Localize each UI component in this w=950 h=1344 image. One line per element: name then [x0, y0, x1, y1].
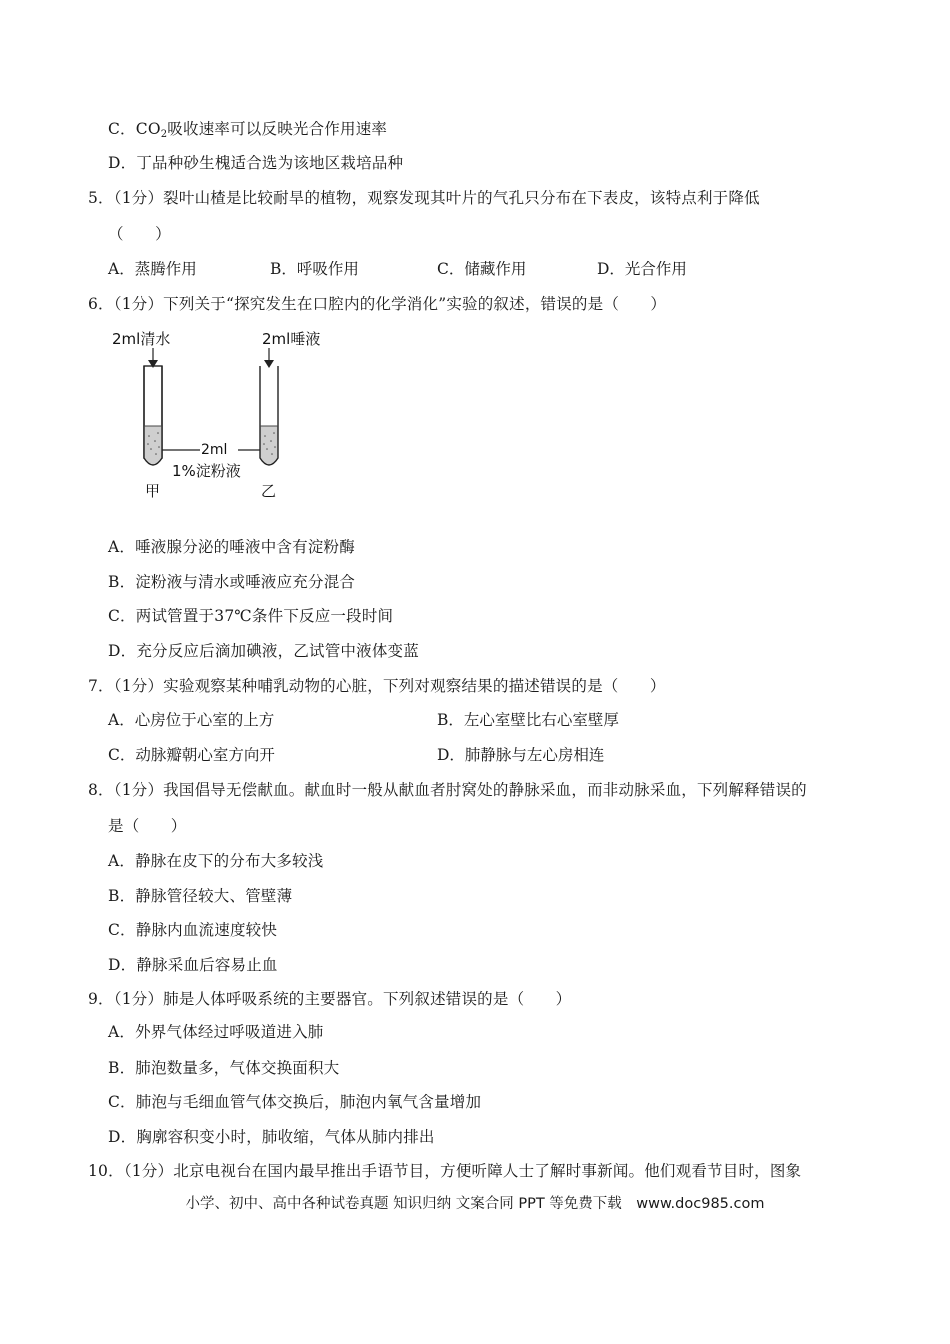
test-tube-left [144, 366, 162, 465]
q5-stem-blank: （ ） [108, 225, 171, 243]
q5-option-a: A．蒸腾作用 [108, 260, 197, 278]
q7-option-a: A．心房位于心室的上方 [108, 711, 275, 729]
label-2ml: 2ml [201, 442, 228, 458]
label-water: 2ml清水 [112, 330, 171, 348]
label-yi: 乙 [261, 482, 277, 500]
test-tube-right [260, 366, 278, 465]
q7-option-b: B．左心室壁比右心室壁厚 [437, 711, 619, 729]
label-starch: 1%淀粉液 [172, 462, 241, 480]
label-saliva: 2ml唾液 [262, 330, 321, 348]
q4-option-c: C．$CO_2$吸收速率可以反映光合作用速率 [108, 120, 388, 140]
q8-option-d: D．静脉采血后容易止血 [108, 956, 278, 974]
q5-option-c: C．储藏作用 [437, 260, 527, 278]
q9-option-d: D．胸廓容积变小时，肺收缩，气体从肺内排出 [108, 1128, 435, 1146]
q7-option-c: C．动脉瓣朝心室方向开 [108, 746, 275, 764]
q8-stem: 8．（1分）我国倡导无偿献血。献血时一般从献血者肘窝处的静脉采血，而非动脉采血，下列解释错误的 [88, 781, 807, 799]
test-tube-diagram [108, 326, 348, 506]
q8-option-c: C．静脉内血流速度较快 [108, 921, 278, 939]
q5-option-d: D．光合作用 [597, 260, 687, 278]
q7-option-d: D．肺静脉与左心房相连 [437, 746, 605, 764]
q9-option-c: C．肺泡与毛细血管气体交换后，肺泡内氧气含量增加 [108, 1093, 482, 1111]
q9-option-a: A．外界气体经过呼吸道进入肺 [108, 1023, 324, 1041]
q5-option-b: B．呼吸作用 [270, 260, 359, 278]
q9-option-b: B．肺泡数量多，气体交换面积大 [108, 1059, 340, 1077]
q9-stem: 9．（1分）肺是人体呼吸系统的主要器官。下列叙述错误的是（ ） [88, 990, 572, 1008]
q4-option-d: D．丁品种砂生槐适合选为该地区栽培品种 [108, 154, 404, 172]
q6-option-c: C．两试管置于37℃条件下反应一段时间 [108, 607, 394, 625]
q8-option-a: A．静脉在皮下的分布大多较浅 [108, 852, 324, 870]
q6-option-a: A．唾液腺分泌的唾液中含有淀粉酶 [108, 538, 355, 556]
page-footer: 小学、初中、高中各种试卷真题 知识归纳 文案合同 PPT 等免费下载 www.doc985.com [185, 1196, 765, 1212]
q10-stem: 10．（1分）北京电视台在国内最早推出手语节目，方便听障人士了解时事新闻。他们观看节目时，图象 [88, 1162, 802, 1180]
q8-option-b: B．静脉管径较大、管壁薄 [108, 887, 293, 905]
q6-option-b: B．淀粉液与清水或唾液应充分混合 [108, 573, 356, 591]
q6-option-d: D．充分反应后滴加碘液，乙试管中液体变蓝 [108, 642, 419, 660]
q6-stem: 6．（1分）下列关于“探究发生在口腔内的化学消化”实验的叙述，错误的是（ ） [88, 295, 667, 313]
q7-stem: 7．（1分）实验观察某种哺乳动物的心脏，下列对观察结果的描述错误的是（ ） [88, 677, 666, 695]
label-jia: 甲 [145, 482, 161, 500]
q5-stem: 5．（1分）裂叶山楂是比较耐旱的植物，观察发现其叶片的气孔只分布在下表皮，该特点利于降低 [88, 189, 760, 207]
q8-stem-line2: 是（ ） [108, 817, 187, 835]
